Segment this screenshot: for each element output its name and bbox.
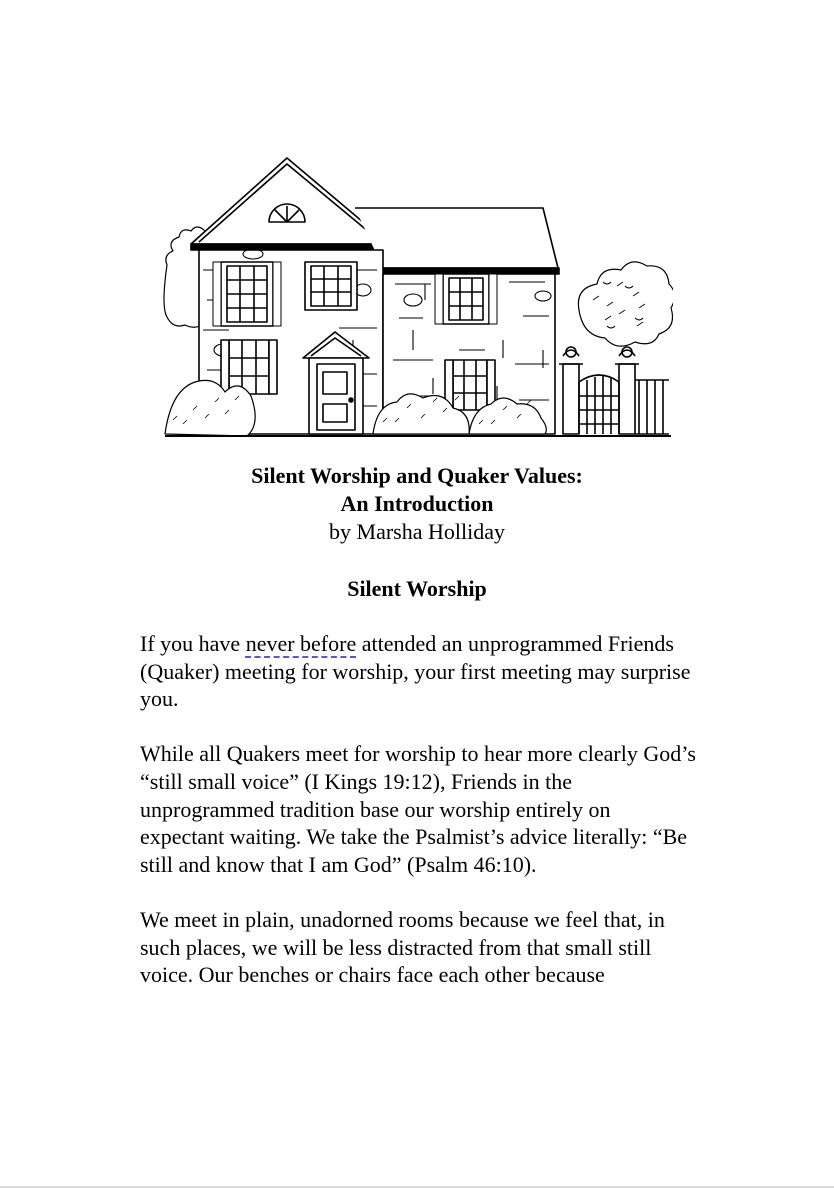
document-title-line-1: Silent Worship and Quaker Values: bbox=[251, 463, 583, 488]
author-byline: by Marsha Holliday bbox=[329, 519, 505, 544]
document-title-line-2: An Introduction bbox=[340, 491, 494, 516]
paragraph-1-end: attended an unprogrammed Friends (Quaker) meeting for worship, your first meeting may surprise you. bbox=[140, 631, 691, 712]
section-heading: Silent Worship bbox=[347, 576, 487, 601]
paragraph-1 bbox=[140, 630, 700, 713]
grammar-flagged-phrase[interactable]: never before bbox=[245, 631, 357, 656]
paragraph-1-start: If you have bbox=[140, 631, 246, 656]
paragraph-3: We meet in plain, unadorned rooms because we feel that, in such places, we will be less distracted from that small still voice. Our benches or chairs face each other because bbox=[140, 906, 665, 988]
stone-meeting-house-illustration bbox=[163, 150, 673, 445]
paragraph-2: While all Quakers meet for worship to hear more clearly God’s “still small voice” (I Kings 19:12), Friends in the unprogrammed tradition base our worship entirely on expectant waiting. We take the Psalmist’s advice literally: “Be still and know that I am God” (Psalm 46:10). bbox=[140, 741, 696, 877]
body-text bbox=[140, 630, 700, 1016]
document-title-block bbox=[0, 462, 834, 546]
